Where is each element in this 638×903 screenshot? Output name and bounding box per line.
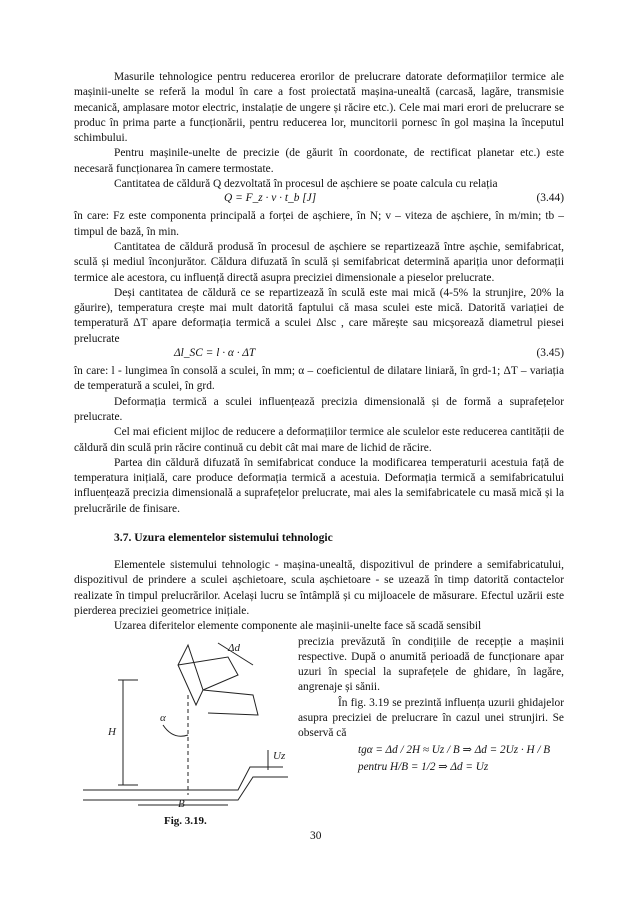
- equation-text: Δl_SC = l · α · ΔT: [174, 347, 256, 360]
- formula-line: tgα = Δd / 2H ≈ Uz / B ⇒ Δd = 2Uz · H / B: [358, 743, 551, 756]
- figure-caption: Fig. 3.19.: [164, 814, 207, 827]
- paragraph: Deformația termică a sculei influențează precizia dimensională și de formă a suprafețelor prelucrate.: [74, 395, 564, 423]
- paragraph: precizia prevăzută în condițiile de recepție a mașinii respective. După o anumită perioadă de funcționare apar uzuri în special la suprafețele de ghidare, în lagăre, angrenaje și sănii.: [298, 635, 564, 694]
- equation-text: Q = F_z · v · t_b [J]: [224, 192, 317, 205]
- page-number: 30: [310, 830, 322, 842]
- section-heading: 3.7. Uzura elementelor sistemului tehnologic: [114, 531, 333, 545]
- tool-shape: [178, 645, 203, 705]
- paragraph: Elementele sistemului tehnologic - mașina-unealtă, dispozitivul de prindere a semifabricatului, dispozitivul de prindere a sculei așchietoare, scula așchietoare - se uzează în timp datorită contactelor realizate în timpul prelucrărilor. Același lucru se întâmplă și cu mijloacele de măsurare. Efectul uzării este pierderea preciziei geometrice inițiale.: [74, 559, 564, 617]
- guideway-worn: [83, 777, 288, 800]
- equation-number: (3.45): [536, 347, 564, 360]
- paragraph: Pentru mașinile-unelte de precizie (de găurit în coordonate, de rectificat planetar etc.) este necesară funcționarea în camere termostate.: [74, 147, 564, 175]
- equation-3-45: [74, 347, 564, 364]
- label-alpha: α: [160, 711, 166, 724]
- page-content: [74, 70, 564, 827]
- formula-line: pentru H/B = 1/2 ⇒ Δd = Uz: [358, 760, 489, 773]
- paragraph: în care: Fz este componenta principală a forței de așchiere, în N; v – viteza de așchiere, în m/min; tb – timpul de bază, în min.: [74, 210, 564, 238]
- paragraph: Cantitatea de căldură Q dezvoltată în procesul de așchiere se poate calcula cu relația: [114, 178, 498, 191]
- label-B: B: [178, 797, 185, 810]
- angle-arc: [163, 725, 188, 736]
- figure-block: [74, 635, 564, 827]
- label-delta-d: Δd: [228, 641, 240, 654]
- label-H: H: [108, 725, 116, 738]
- paragraph: Deși cantitatea de căldură ce se repartizează în sculă este mai mică (4-5% la strunjire, 20% la găurire), temperatura crește mai mult datorită faptului că masa sculei este mică. Datorită variației de temperatură ΔT apare deformația termică a sculei Δlsc , care mărește sau micșorează diametrul piesei prelucrate: [74, 286, 564, 345]
- paragraph: Partea din căldură difuzată în semifabricat conduce la modificarea temperaturii acestuia față de temperatura inițială, care produce deformația termică a acestuia. Deformația termică a semifabricatului influențează precizia dimensională a suprafețelor prelucrate, mai ales la semifabricatele cu masă mică și la prelucrările de finisare.: [74, 456, 564, 515]
- paragraph: Cantitatea de căldură produsă în procesul de așchiere se repartizează între așchie, semifabricat, sculă și mediul înconjurător. Căldura difuzată în sculă și semifabricat determină apariția unor deformații termice ale acestora, cu influență directă asupra preciziei dimensionale a pieselor prelucrate.: [74, 240, 564, 284]
- figure-side-text: [298, 635, 564, 776]
- equation-number: (3.44): [536, 192, 564, 205]
- paragraph: Masurile tehnologice pentru reducerea erorilor de prelucrare datorate deformațiilor termice ale mașinii-unelte se referă la modul în care a fost proiectată mașina-unealtă (carcasă, lagăre, transmisie mecanică, amplasare motor electric, instalație de ungere și răcire etc.). Cele mai mari erori de prelucrare se produc în prima parte a funcționării, pentru reducerea lor, muncitorii pornesc în gol mașina la începutul schimbului.: [74, 71, 564, 145]
- workpiece: [203, 690, 258, 715]
- guideway-profile: [83, 767, 283, 790]
- paragraph: În fig. 3.19 se prezintă influența uzurii ghidajelor asupra preciziei de prelucrare în cazul unei strunjiri. Se observă că: [298, 696, 564, 740]
- figure-3-19-diagram: [78, 635, 298, 810]
- paragraph: Uzarea diferitelor elemente componente ale mașinii-unelte face să scadă sensibil: [114, 620, 482, 633]
- paragraph: în care: l - lungimea în consolă a sculei, în mm; α – coeficientul de dilatare liniară, în grd-1; ΔT – variația de temperatură a sculei, în grd.: [74, 365, 564, 393]
- equation-3-44: [74, 192, 564, 209]
- label-Uz: Uz: [273, 749, 286, 762]
- paragraph: Cel mai eficient mijloc de reducere a deformațiilor termice ale sculelor este reducerea cantității de căldură din sculă prin răcire continuă cu debit cât mai mare de lichid de răcire.: [74, 426, 564, 454]
